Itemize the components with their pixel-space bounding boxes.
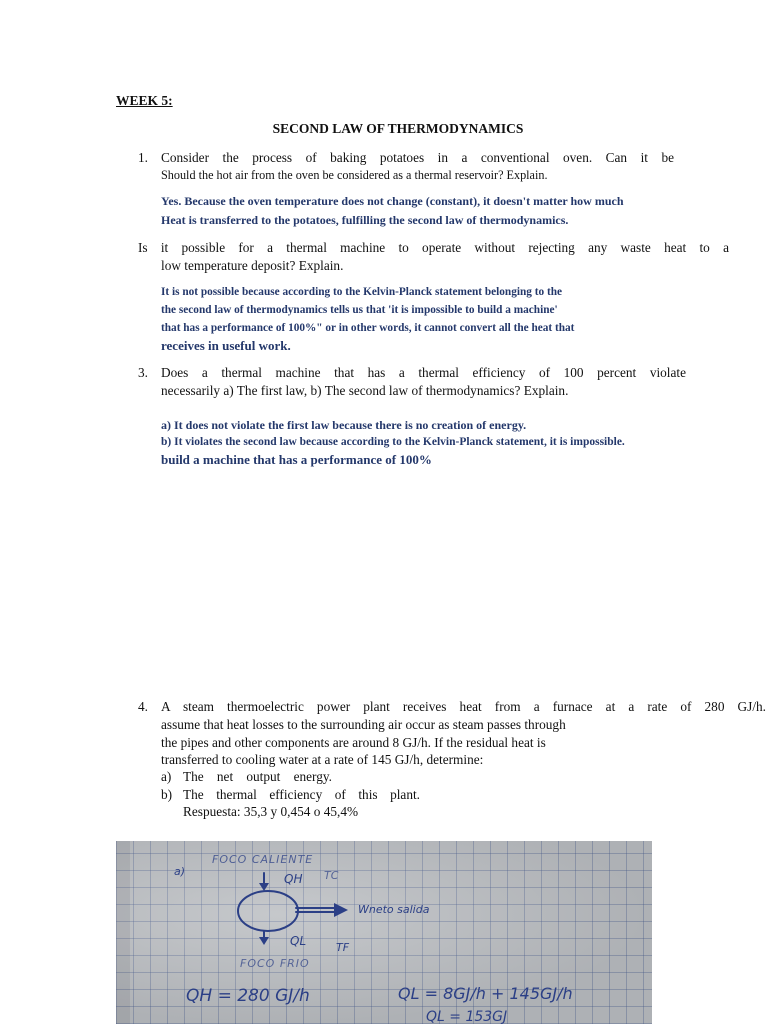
answer-2-line-4: receives in useful work.	[161, 338, 291, 353]
hot-source-label: FOCO CALIENTE	[212, 853, 314, 866]
ql-label: QL	[290, 934, 307, 948]
question-1-line-2: Should the hot air from the oven be considered as a thermal reservoir? Explain.	[161, 168, 548, 182]
handwritten-solution-photo	[116, 841, 652, 1024]
work-arrow-head	[334, 903, 348, 917]
answer-2-line-3: that has a performance of 100%" or in other words, it cannot convert all the heat that	[161, 322, 575, 334]
answer-3-line-2: b) It violates the second law because according to the Kelvin-Planck statement, it is impossible.	[161, 436, 625, 448]
answer-2-line-1: It is not possible because according to the Kelvin-Planck statement belonging to the	[161, 286, 563, 298]
handwritten-diagram	[116, 841, 652, 1024]
question-4-item-a-marker: a)	[161, 769, 172, 784]
question-4-answer: Respuesta: 35,3 y 0,454 o 45,4%	[183, 804, 359, 819]
answer-1-line-1: Yes. Because the oven temperature does not change (constant), it doesn't matter how much	[161, 194, 624, 208]
answer-3-line-1: a) It does not violate the first law because there is no creation of energy.	[161, 418, 527, 432]
equation-ql: QL = 8GJ/h + 145GJ/h	[398, 984, 573, 1003]
week-heading: WEEK 5:	[116, 93, 173, 108]
question-2-line-1: Is it possible for a thermal machine to operate without rejecting any waste heat to a	[138, 240, 729, 255]
question-2-line-2: low temperature deposit? Explain.	[161, 258, 344, 273]
question-3-line-2: necessarily a) The first law, b) The second law of thermodynamics? Explain.	[161, 383, 569, 398]
equation-qh: QH = 280 GJ/h	[186, 986, 310, 1006]
question-3-number: 3.	[138, 365, 148, 380]
qh-label: QH	[284, 872, 303, 886]
question-4-line-4: transferred to cooling water at a rate of 145 GJ/h, determine:	[161, 752, 484, 767]
question-4-item-b-marker: b)	[161, 787, 173, 802]
cold-source-label: FOCO FRIO	[240, 957, 310, 970]
equation-ql-sum: QL = 153GJ	[426, 1009, 508, 1024]
question-4-item-a: The net output energy.	[183, 769, 332, 784]
th-label: TC	[324, 869, 339, 882]
question-1-number: 1.	[138, 150, 148, 165]
question-4-item-b: The thermal efficiency of this plant.	[183, 787, 420, 802]
question-4-line-1: A steam thermoelectric power plant receives heat from a furnace at a rate of 280 GJ/h.	[161, 699, 766, 714]
question-4-line-3: the pipes and other components are around 8 GJ/h. If the residual heat is	[161, 735, 546, 750]
heat-out-arrow-head	[259, 937, 269, 945]
page-title: SECOND LAW OF THERMODYNAMICS	[272, 121, 524, 136]
part-label: a)	[174, 865, 186, 878]
question-1-line-1: Consider the process of baking potatoes in a conventional oven. Can it be	[161, 150, 674, 165]
question-3-line-1: Does a thermal machine that has a thermal efficiency of 100 percent violate	[161, 365, 686, 380]
answer-1-line-2: Heat is transferred to the potatoes, fulfilling the second law of thermodynamics.	[161, 213, 569, 227]
answer-3-line-3: build a machine that has a performance of 100%	[161, 452, 432, 467]
tf-label: TF	[336, 941, 350, 954]
work-label: Wneto salida	[358, 903, 430, 916]
work-arrow	[296, 908, 338, 912]
question-4-line-2: assume that heat losses to the surrounding air occur as steam passes through	[161, 717, 566, 732]
heat-in-arrow-head	[259, 883, 269, 891]
engine-circle	[238, 891, 298, 931]
answer-2-line-2: the second law of thermodynamics tells us that 'it is impossible to build a machine'	[161, 304, 558, 316]
question-4-number: 4.	[138, 699, 148, 714]
